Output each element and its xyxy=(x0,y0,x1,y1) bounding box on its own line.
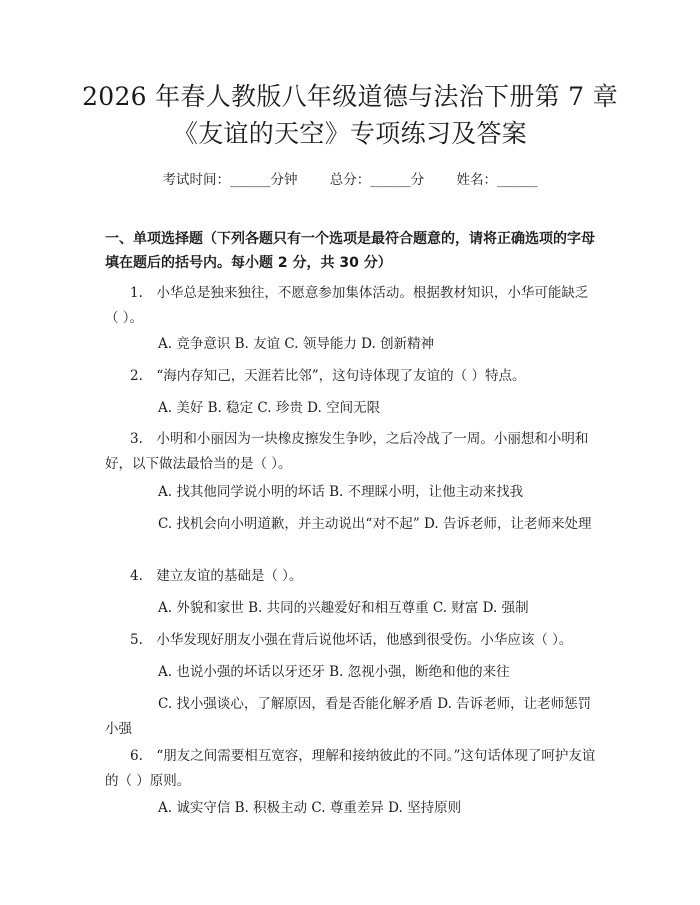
question-6: 6. “朋友之间需要相互宽容，理解和接纳彼此的不同。”这句话体现了呵护友谊的（ ）原则。 xyxy=(105,748,596,789)
question-5: 5. 小华发现好朋友小强在背后说他坏话，他感到很受伤。小华应该（ ）。 xyxy=(130,632,573,648)
question-1: 1. 小华总是独来独往，不愿意参加集体活动。根据教材知识，小华可能缺乏（ ）。 xyxy=(105,285,589,326)
question-5-options-1: A. 也说小强的坏话以牙还牙 B. 忽视小强，断绝和他的来往 xyxy=(158,664,510,680)
question-3: 3. 小明和小丽因为一块橡皮擦发生争吵，之后冷战了一周。小丽想和小明和好，以下做法最恰当的是（ ）。 xyxy=(105,431,589,472)
question-2-options: A. 美好 B. 稳定 C. 珍贵 D. 空间无限 xyxy=(158,400,381,416)
exam-score: 总分：______分 xyxy=(329,172,425,188)
question-4: 4. 建立友谊的基础是（ ）。 xyxy=(130,568,303,584)
document-title: 2026 年春人教版八年级道德与法治下册第 7 章《友谊的天空》专项练习及答案 xyxy=(82,82,618,148)
question-2: 2. “海内存知己，天涯若比邻”，这句诗体现了友谊的（ ）特点。 xyxy=(130,368,526,384)
exam-time: 考试时间：______分钟 xyxy=(162,172,298,188)
exam-name: 姓名：______ xyxy=(456,172,538,188)
question-3-options-2: C. 找机会向小明道歉，并主动说出“对不起” D. 告诉老师，让老师来处理 xyxy=(158,516,592,532)
section-heading: 一、单项选择题（下列各题只有一个选项是最符合题意的，请将正确选项的字母填在题后的括号内。每小题 2 分，共 30 分） xyxy=(105,231,595,271)
question-4-options: A. 外貌和家世 B. 共同的兴趣爱好和相互尊重 C. 财富 D. 强制 xyxy=(158,600,529,616)
question-3-options-1: A. 找其他同学说小明的坏话 B. 不理睬小明，让他主动来找我 xyxy=(158,484,524,500)
question-1-options: A. 竞争意识 B. 友谊 C. 领导能力 D. 创新精神 xyxy=(158,336,435,352)
exam-meta xyxy=(0,168,700,188)
question-6-options: A. 诚实守信 B. 积极主动 C. 尊重差异 D. 坚持原则 xyxy=(158,800,462,816)
question-5-options-2: C. 找小强谈心，了解原因，看是否能化解矛盾 D. 告诉老师，让老师惩罚小强 xyxy=(105,696,592,737)
